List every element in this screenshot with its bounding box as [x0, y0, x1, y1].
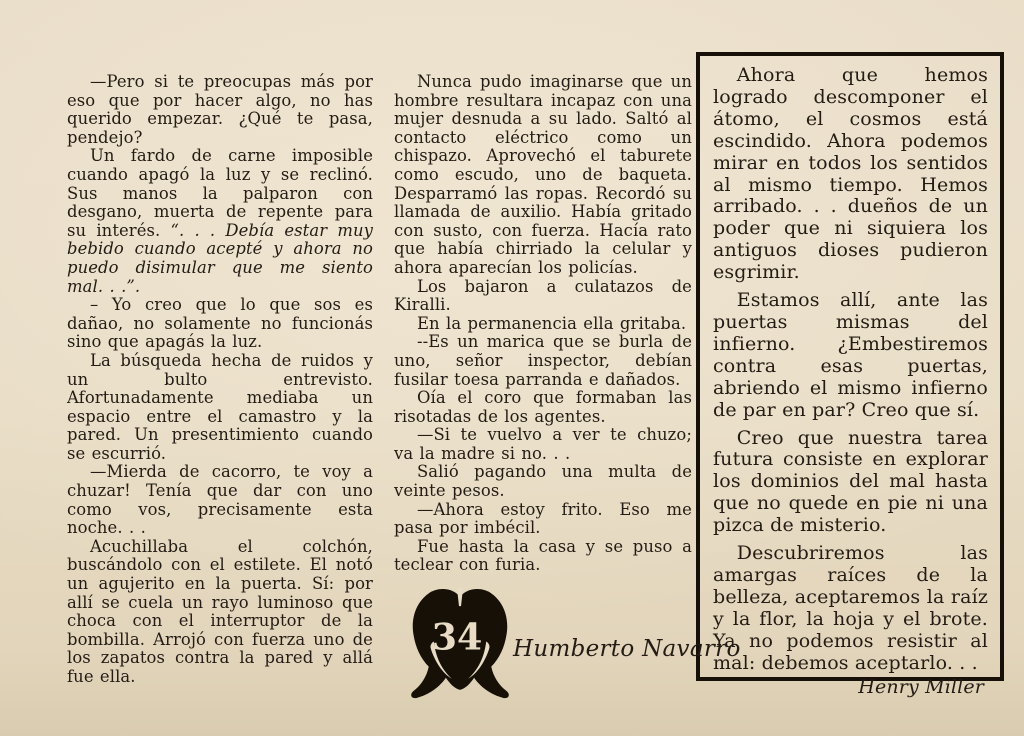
paragraph: --Es un marica que se burla de uno, señor inspector, debían fusilar toesa parranda e dañados. [394, 332, 692, 389]
paragraph: —Mierda de cacorro, te voy a chuzar! Tenía que dar con uno como vos, precisamente esta noche. . . [67, 462, 373, 538]
paragraph [67, 147, 373, 296]
quote-paragraph: Estamos allí, ante las puertas mismas del infierno. ¿Embestiremos contra esas puertas, abriendo el mismo infierno de par en par? Creo que sí. [713, 289, 988, 421]
page-number-ornament-icon [407, 585, 513, 705]
quoted-inner-monologue: “. . . Debía estar muy bebido cuando acepté y ahora no puedo disimular que me siento mal. . .”. [67, 220, 373, 296]
quote-paragraph: Ahora que hemos logrado descomponer el átomo, el cosmos está escindido. Ahora podemos mirar en todos los sentidos al mismo tiempo. Hemos arribado. . . dueños de un poder que ni siquiera los antiguos dioses pudieron esgrimir. [713, 64, 988, 284]
paragraph: Acuchillaba el colchón, buscándolo con el estilete. El notó un agujerito en la puerta. Sí: por allí se cuela un rayo luminoso que choca con el interruptor de la bombilla. Arrojó con fuerza uno de los zapatos contra la pared y allá fue ella. [67, 536, 373, 686]
middle-column [394, 73, 692, 575]
paragraph-text: Un fardo de carne imposible cuando apagó la luz y se reclinó. Sus manos la palparon con desgano, muerta de repente para su interés. [67, 146, 373, 240]
quote-attribution: Henry Miller [858, 676, 984, 699]
paragraph: —Ahora estoy frito. Eso me pasa por imbécil. [394, 499, 692, 538]
paragraph: Los bajaron a culatazos de Kiralli. [394, 276, 692, 315]
author-credit: Humberto Navarro [513, 636, 741, 662]
paragraph: Oía el coro que formaban las risotadas de los agentes. [394, 388, 692, 426]
paragraph: —Si te vuelvo a ver te chuzo; va la madre si no. . . [394, 425, 692, 463]
paragraph: Fue hasta la casa y se puso a teclear con furia. [394, 536, 692, 575]
ornament-svg [407, 585, 513, 705]
paragraph: La búsqueda hecha de ruidos y un bulto entrevisto. Afortunadamente mediaba un espacio entre el camastro y la pared. Un presentimiento cuando se escurrió. [67, 350, 373, 463]
quote-box [696, 52, 1004, 699]
paragraph: – Yo creo que lo que sos es dañao, no solamente no funcionás sino que apagás la luz. [67, 295, 373, 352]
paragraph: Salió pagando una multa de veinte pesos. [394, 462, 692, 501]
page-number: 34 [431, 615, 483, 659]
quote-paragraph: Creo que nuestra tarea futura consiste en explorar los dominios del mal hasta que no quede en pie ni una pizca de misterio. [713, 426, 988, 537]
quote-paragraph: Descubriremos las amargas raíces de la belleza, aceptaremos la raíz y la flor, la hoja y el brote. Ya no podemos resistir al mal: debemos aceptarlo. . . [713, 542, 988, 674]
paragraph: —Pero si te preocupas más por eso que por hacer algo, no has querido empezar. ¿Qué te pasa, pendejo? [67, 72, 373, 147]
paragraph: Nunca pudo imaginarse que un hombre resultara incapaz con una mujer desnuda a su lado. Saltó al contacto eléctrico como un chispazo. Aprovechó el taburete como escudo, uno de baqueta. Desparramó las ropas. Recordó su llamada de auxilio. Había gritado con susto, con fuerza. Hacía rato que había chirriado la celular y ahora aparecían los policías. [394, 72, 692, 277]
paragraph: En la permanencia ella gritaba. [416, 313, 687, 333]
left-column [67, 73, 373, 687]
